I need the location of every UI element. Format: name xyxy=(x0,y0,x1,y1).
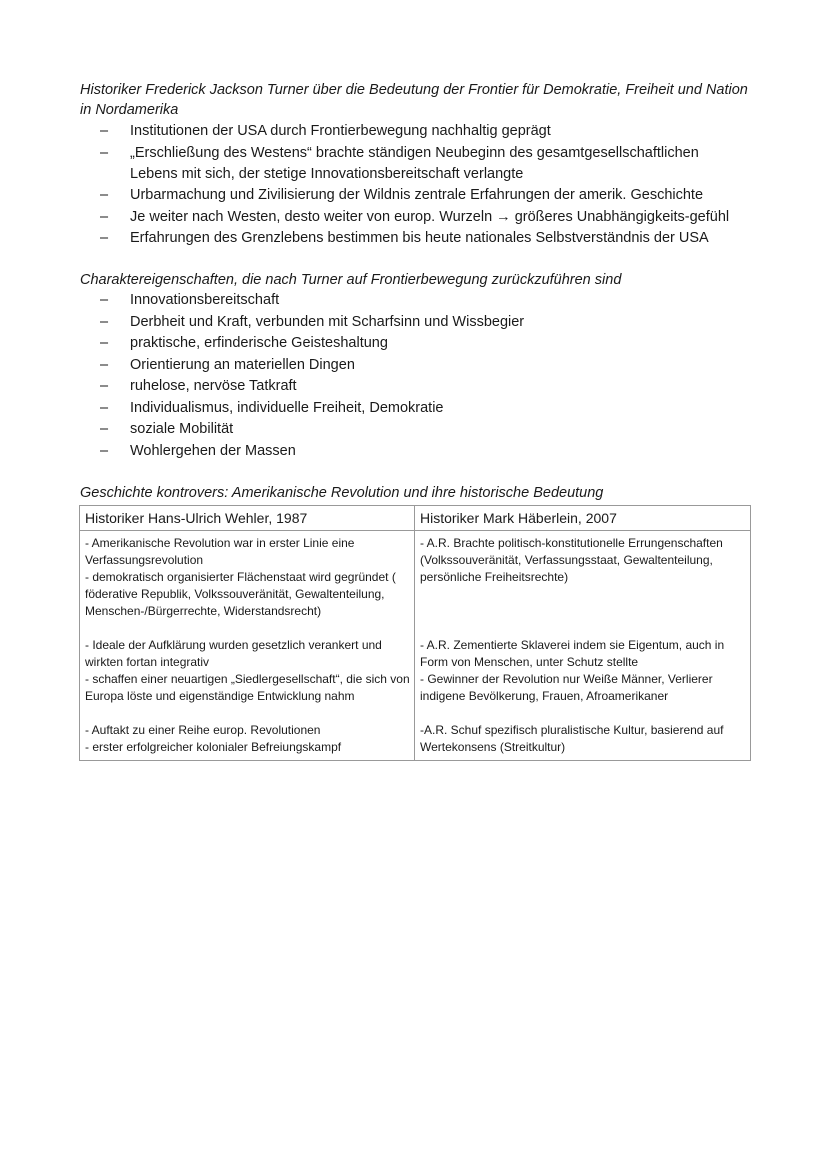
dash-marker: – xyxy=(100,292,109,308)
list-item: – Wohlergehen der Massen xyxy=(80,441,740,462)
dash-marker: – xyxy=(100,230,109,246)
list-item: – Erfahrungen des Grenzlebens bestimmen bis heute nationales Selbstverständnis der USA xyxy=(80,228,740,249)
dash-marker: – xyxy=(100,421,109,437)
list-item: – praktische, erfinderische Geisteshaltung xyxy=(80,333,740,354)
dash-marker: – xyxy=(100,442,109,459)
wehler-cell xyxy=(80,531,415,761)
table-line: - A.R. Brachte politisch-konstitutionelle Errungenschaften (Volkssouveränität, Verfassungsstaat, Gewaltenteilung, persönliche Freiheitsrechte) xyxy=(420,536,723,584)
table-line: - schaffen einer neuartigen „Siedlergesellschaft“, die sich von Europa löste und eigenständige Entwicklung nahm xyxy=(85,672,410,703)
turner-list xyxy=(80,121,740,250)
dash-marker: – xyxy=(100,313,109,330)
column-header-haeberlein: Historiker Mark Häberlein, 2007 xyxy=(415,506,751,531)
section3-heading: Geschichte kontrovers: Amerikanische Revolution und ihre historische Bedeutung xyxy=(80,485,604,501)
list-item: – ruhelose, nervöse Tatkraft xyxy=(80,376,740,397)
table-header-row xyxy=(80,506,751,531)
list-item: – Institutionen der USA durch Frontierbewegung nachhaltig geprägt xyxy=(80,121,740,142)
column-header-wehler: Historiker Hans-Ulrich Wehler, 1987 xyxy=(80,506,415,531)
dash-marker: – xyxy=(100,399,109,416)
list-item: – Innovationsbereitschaft xyxy=(80,290,740,311)
dash-marker: – xyxy=(100,378,109,394)
dash-marker: – xyxy=(100,187,109,203)
table-line: - Auftakt zu einer Reihe europ. Revolutionen xyxy=(85,723,321,737)
section2-heading: Charaktereigenschaften, die nach Turner auf Frontierbewegung zurückzuführen sind xyxy=(80,272,622,288)
list-item: – Individualismus, individuelle Freiheit, Demokratie xyxy=(80,398,740,419)
list-item: – Orientierung an materiellen Dingen xyxy=(80,355,740,376)
list-item: – Je weiter nach Westen, desto weiter von europ. Wurzeln → größeres Unabhängigkeits-gefühl xyxy=(80,207,740,228)
list-item: – „Erschließung des Westens“ brachte ständigen Neubeginn des gesamtgesellschaftlichen Lebens mit sich, der stetige Innovationsbereitschaft verlangte xyxy=(100,144,699,182)
comparison-table xyxy=(79,505,751,761)
table-line: - Ideale der Aufklärung wurden gesetzlich verankert und wirkten fortan integrativ xyxy=(85,638,382,669)
table-line: - Gewinner der Revolution nur Weiße Männer, Verlierer indigene Bevölkerung, Frauen, Afroamerikaner xyxy=(420,672,713,703)
dash-marker: – xyxy=(100,208,109,225)
dash-marker: – xyxy=(100,144,109,161)
dash-marker: – xyxy=(100,123,109,139)
table-row xyxy=(80,531,751,761)
haeberlein-cell xyxy=(415,531,751,761)
section1-heading: Historiker Frederick Jackson Turner über die Bedeutung der Frontier für Demokratie, Freiheit und Nation in Nordamerika xyxy=(80,82,748,118)
table-line: - erster erfolgreicher kolonialer Befreiungskampf xyxy=(85,740,342,754)
dash-marker: – xyxy=(100,335,109,351)
list-item: – soziale Mobilität xyxy=(80,419,740,440)
table-line: -A.R. Schuf spezifisch pluralistische Kultur, basierend auf Wertekonsens (Streitkultur) xyxy=(420,723,724,754)
dash-marker: – xyxy=(100,356,109,373)
list-item: – Derbheit und Kraft, verbunden mit Scharfsinn und Wissbegier xyxy=(80,312,740,333)
traits-list xyxy=(80,290,740,462)
list-item: – Urbarmachung und Zivilisierung der Wildnis zentrale Erfahrungen der amerik. Geschichte xyxy=(80,185,740,206)
table-line: - A.R. Zementierte Sklaverei indem sie Eigentum, auch in Form von Menschen, unter Schutz stellte xyxy=(420,638,725,669)
table-line: - demokratisch organisierter Flächenstaat wird gegründet ( föderative Republik, Volkssouveränität, Gewaltenteilung, Menschen-/Bürgerrechte, Widerstandsrecht) xyxy=(85,570,396,618)
table-line: - Amerikanische Revolution war in erster Linie eine Verfassungsrevolution xyxy=(85,536,355,567)
